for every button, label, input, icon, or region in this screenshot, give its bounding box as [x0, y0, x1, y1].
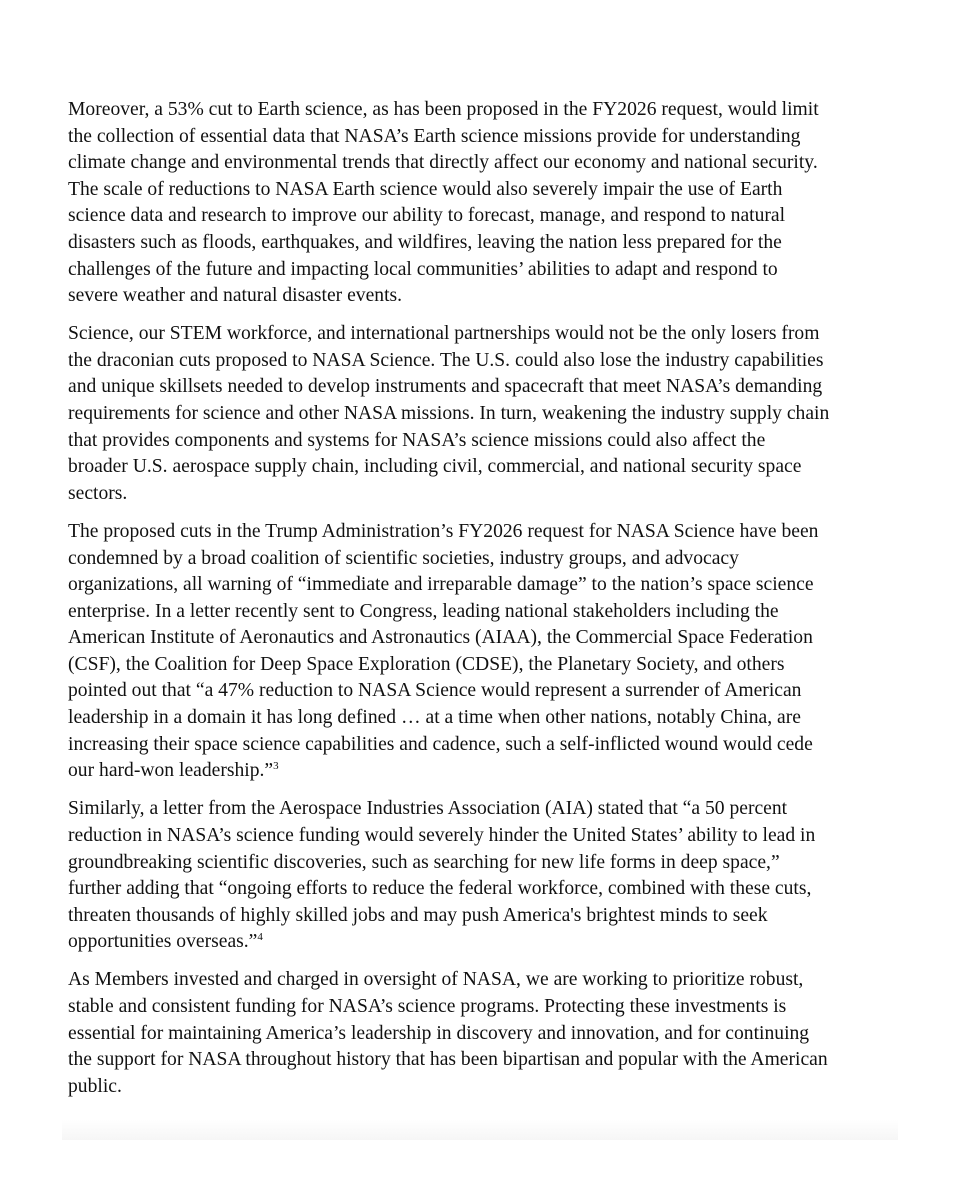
text-line: that provides components and systems for NASA’s science missions could also affect the — [68, 429, 766, 451]
text-line: reduction in NASA’s science funding would severely hinder the United States’ ability to lead in — [68, 824, 816, 846]
text-line — [68, 929, 904, 956]
text-line: requirements for science and other NASA missions. In turn, weakening the industry supply chain — [68, 403, 830, 425]
page-bottom-shade — [62, 1120, 898, 1140]
text-line: groundbreaking scientific discoveries, such as searching for new life forms in deep space,” — [68, 851, 780, 873]
text-line: enterprise. In a letter recently sent to Congress, leading national stakeholders including the — [68, 600, 779, 622]
text-line: stable and consistent funding for NASA’s science programs. Protecting these investments is — [68, 996, 787, 1017]
text-line: science data and research to improve our ability to forecast, manage, and respond to natural — [68, 205, 786, 227]
text-line: The scale of reductions to NASA Earth science would also severely impair the use of Earth — [68, 178, 783, 200]
text-line: public. — [68, 1075, 122, 1097]
footnote-marker-4[interactable]: 4 — [257, 931, 263, 944]
text-line: American Institute of Aeronautics and Astronautics (AIAA), the Commercial Space Federation — [68, 627, 813, 649]
text-line: challenges of the future and impacting local communities’ abilities to adapt and respond to — [68, 258, 778, 280]
text-line: Science, our STEM workforce, and international partnerships would not be the only losers from — [68, 323, 820, 345]
text-line: leadership in a domain it has long defined … at a time when other nations, notably China, are — [68, 707, 801, 729]
text-line: organizations, all warning of “immediate and irreparable damage” to the nation’s space science — [68, 574, 814, 596]
text-line: The proposed cuts in the Trump Administration’s FY2026 request for NASA Science have been — [68, 520, 819, 542]
text-line — [68, 758, 904, 785]
paragraph-members-commitment — [68, 967, 904, 1100]
text-line: Similarly, a letter from the Aerospace Industries Association (AIA) stated that “a 50 percent — [68, 798, 788, 820]
text-line: severe weather and natural disaster events. — [68, 285, 403, 307]
paragraph-stem-workforce — [68, 321, 904, 507]
text-line: the draconian cuts proposed to NASA Science. The U.S. could also lose the industry capabilities — [68, 349, 824, 371]
text-line: sectors. — [68, 482, 128, 504]
text-line: broader U.S. aerospace supply chain, including civil, commercial, and national security space — [68, 456, 802, 478]
paragraph-earth-science — [68, 97, 904, 310]
paragraph-aia-letter — [68, 796, 904, 956]
text-line: essential for maintaining America’s leadership in discovery and innovation, and for continuing — [68, 1022, 810, 1044]
document-body — [68, 97, 904, 1112]
text-line: the collection of essential data that NASA’s Earth science missions provide for understanding — [68, 125, 801, 147]
footnote-marker-3[interactable]: 3 — [273, 760, 279, 773]
text-line: As Members invested and charged in oversight of NASA, we are working to prioritize robust, — [68, 969, 804, 991]
text-line: threaten thousands of highly skilled jobs and may push America's brightest minds to seek — [68, 904, 768, 926]
text-line: pointed out that “a 47% reduction to NASA Science would represent a surrender of American — [68, 680, 802, 702]
text-line: Moreover, a 53% cut to Earth science, as has been proposed in the FY2026 request, would limit — [68, 99, 819, 120]
text-line: disasters such as floods, earthquakes, and wildfires, leaving the nation less prepared for the — [68, 231, 782, 253]
text-line: condemned by a broad coalition of scientific societies, industry groups, and advocacy — [68, 547, 739, 569]
paragraph-coalition-letter — [68, 519, 904, 785]
text-line-content: our hard-won leadership.” — [68, 760, 274, 782]
text-line: increasing their space science capabilities and cadence, such a self-inflicted wound would cede — [68, 733, 813, 755]
text-line: the support for NASA throughout history that has been bipartisan and popular with the American — [68, 1049, 828, 1071]
text-line: climate change and environmental trends that directly affect our economy and national security. — [68, 152, 818, 174]
text-line: further adding that “ongoing efforts to reduce the federal workforce, combined with these cuts, — [68, 878, 812, 900]
text-line-content: opportunities overseas.” — [68, 931, 258, 953]
text-line: and unique skillsets needed to develop instruments and spacecraft that meet NASA’s demanding — [68, 376, 823, 398]
text-line: (CSF), the Coalition for Deep Space Exploration (CDSE), the Planetary Society, and others — [68, 653, 785, 675]
